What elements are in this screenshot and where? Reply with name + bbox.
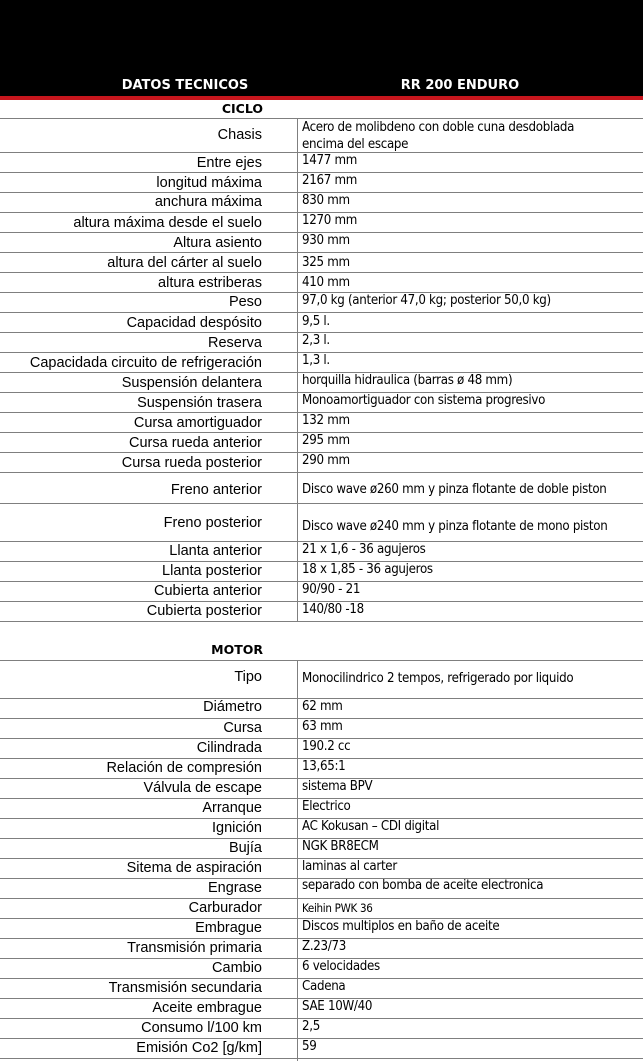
spec-row [0,542,643,562]
spec-label: Suspensión trasera [137,395,262,411]
section-title-ciclo: CICLO [0,100,643,119]
spec-row [0,819,643,839]
spec-row [0,699,643,719]
spec-row [0,899,643,919]
spec-row [0,979,643,999]
spec-value: 13,65:1 [302,759,346,774]
spec-row [0,293,643,313]
spec-label: Transmisión primaria [127,940,262,956]
spec-label: Peso [228,294,262,310]
spec-label: Entre ejes [196,155,262,171]
spec-label: Cursa amortiguador [133,415,262,431]
spec-value: 97,0 kg (anterior 47,0 kg; posterior 50,0 kg) [302,293,551,308]
spec-row [0,213,643,233]
spec-row [0,1019,643,1039]
spec-value: 62 mm [302,699,343,714]
spec-row [0,959,643,979]
column-header-specs: DATOS TECNICOS [121,78,249,93]
spec-label: Aceite embrague [152,1000,262,1016]
spec-label: Embrague [195,920,262,936]
spec-row [0,233,643,253]
spec-value: separado con bomba de aceite electronica [302,878,544,893]
spec-row [0,799,643,819]
spec-label: Tipo [234,669,262,685]
spec-value: Disco wave ø260 mm y pinza flotante de doble piston [302,482,607,497]
column-header-model: RR 200 ENDURO [400,78,520,93]
spec-row [0,759,643,779]
spec-value: 140/80 -18 [302,602,364,617]
spec-label: Llanta anterior [169,543,262,559]
spec-row [0,393,643,413]
spec-label: Cilindrada [196,740,262,756]
spec-label: Freno anterior [170,482,262,498]
spec-row [0,373,643,393]
spec-label: Cursa rueda posterior [121,455,262,471]
spec-row [0,353,643,373]
spec-row [0,473,643,504]
spec-row [0,919,643,939]
spec-label: longitud máxima [156,175,262,191]
spec-value: 830 mm [302,193,350,208]
spec-label: Cursa rueda anterior [129,435,262,451]
spec-label: Bujía [228,840,262,856]
spec-value: 290 mm [302,453,350,468]
spec-label: Capacidada circuito de refrigeración [29,355,262,371]
spec-label: Suspensión delantera [121,375,262,391]
spec-label: anchura máxima [154,194,262,210]
spec-label: Llanta posterior [162,563,262,579]
spec-value: 2,5 [302,1019,320,1034]
spec-value: 59 [302,1039,317,1054]
spec-row [0,859,643,879]
spec-value: AC Kokusan – CDI digital [302,819,440,834]
spec-row [0,333,643,353]
spec-value: Keihin PWK 36 [302,901,373,915]
spec-label: altura máxima desde el suelo [73,215,262,231]
spec-row [0,939,643,959]
spec-value: Monocilindrico 2 tempos, refrigerado por liquido [302,671,574,686]
spec-value: Electrico [302,799,351,814]
spec-row [0,193,643,213]
spec-label: Válvula de escape [143,780,262,796]
spec-label: Sitema de aspiración [126,860,262,876]
spec-row [0,313,643,333]
spec-value: 190.2 cc [302,739,351,754]
spec-label: Arranque [202,800,262,816]
spec-value: Disco wave ø240 mm y pinza flotante de mono piston [302,519,608,534]
spec-value: 325 mm [302,255,350,270]
spec-label: Altura asiento [173,235,262,251]
spec-value: 90/90 - 21 [302,582,361,597]
spec-value: 930 mm [302,233,350,248]
spec-value: 1270 mm [302,213,357,228]
spec-value: Discos multiplos en baño de aceite [302,919,500,934]
spec-value: Monoamortiguador con sistema progresivo [302,393,546,408]
spec-label: Cambio [212,960,262,976]
spec-row [0,1039,643,1059]
spec-label: Carburador [188,900,262,916]
spec-value: 1477 mm [302,153,357,168]
spec-row [0,253,643,273]
spec-row [0,153,643,173]
spec-label: Freno posterior [163,515,262,531]
spec-value: 2167 mm [302,173,357,188]
spec-value: 21 x 1,6 - 36 agujeros [302,542,426,557]
spec-row [0,661,643,699]
spec-value: sistema BPV [302,779,373,794]
spec-label: Transmisión secundaria [108,980,262,996]
spec-row [0,173,643,193]
spec-label: Ignición [212,820,262,836]
spec-row [0,273,643,293]
spec-label: Cubierta anterior [154,583,262,599]
section-title-motor: MOTOR [0,640,643,661]
column-divider [297,661,298,1061]
spec-row [0,433,643,453]
spec-value: SAE 10W/40 [302,999,373,1014]
column-divider [297,119,298,622]
spec-value: laminas al carter [302,859,397,874]
spec-label: altura del cárter al suelo [107,255,262,271]
spec-value: 410 mm [302,275,350,290]
spec-label: Capacidad despósito [126,315,262,331]
spec-row [0,879,643,899]
spec-row [0,779,643,799]
spec-value: 6 velocidades [302,959,380,974]
spec-value: 2,3 l. [302,333,330,348]
spec-value: 18 x 1,85 - 36 agujeros [302,562,433,577]
spec-label: Consumo l/100 km [141,1020,262,1036]
spec-label: Engrase [207,880,262,896]
spec-value: 9,5 l. [302,314,330,329]
spec-value: NGK BR8ECM [302,839,379,854]
spec-value: horquilla hidraulica (barras ø 48 mm) [302,373,513,388]
spec-label: altura estriberas [158,275,262,291]
spec-value: Acero de molibdeno con doble cuna desdoblada encima del escape [302,120,575,152]
spec-value: 63 mm [302,719,343,734]
spec-label: Reserva [208,335,262,351]
spec-row [0,119,643,153]
spec-label: Cursa [223,720,262,736]
spec-row [0,562,643,582]
spec-row [0,413,643,433]
spec-label: Chasis [217,127,262,143]
spec-label: Emisión Co2 [g/km] [136,1040,262,1056]
spec-value: Z.23/73 [302,939,346,954]
spec-label: Cubierta posterior [146,603,262,619]
spec-label: Diámetro [203,699,262,715]
spec-row [0,582,643,602]
spec-row [0,999,643,1019]
spec-row [0,504,643,542]
spec-value: 1,3 l. [302,353,330,368]
spec-value: Cadena [302,979,346,994]
spec-value: 132 mm [302,413,350,428]
spec-row [0,453,643,473]
spec-value: 295 mm [302,433,350,448]
spec-row [0,719,643,739]
spec-row [0,739,643,759]
spec-row [0,839,643,859]
spec-label: Relación de compresión [106,760,262,776]
spec-row [0,602,643,622]
